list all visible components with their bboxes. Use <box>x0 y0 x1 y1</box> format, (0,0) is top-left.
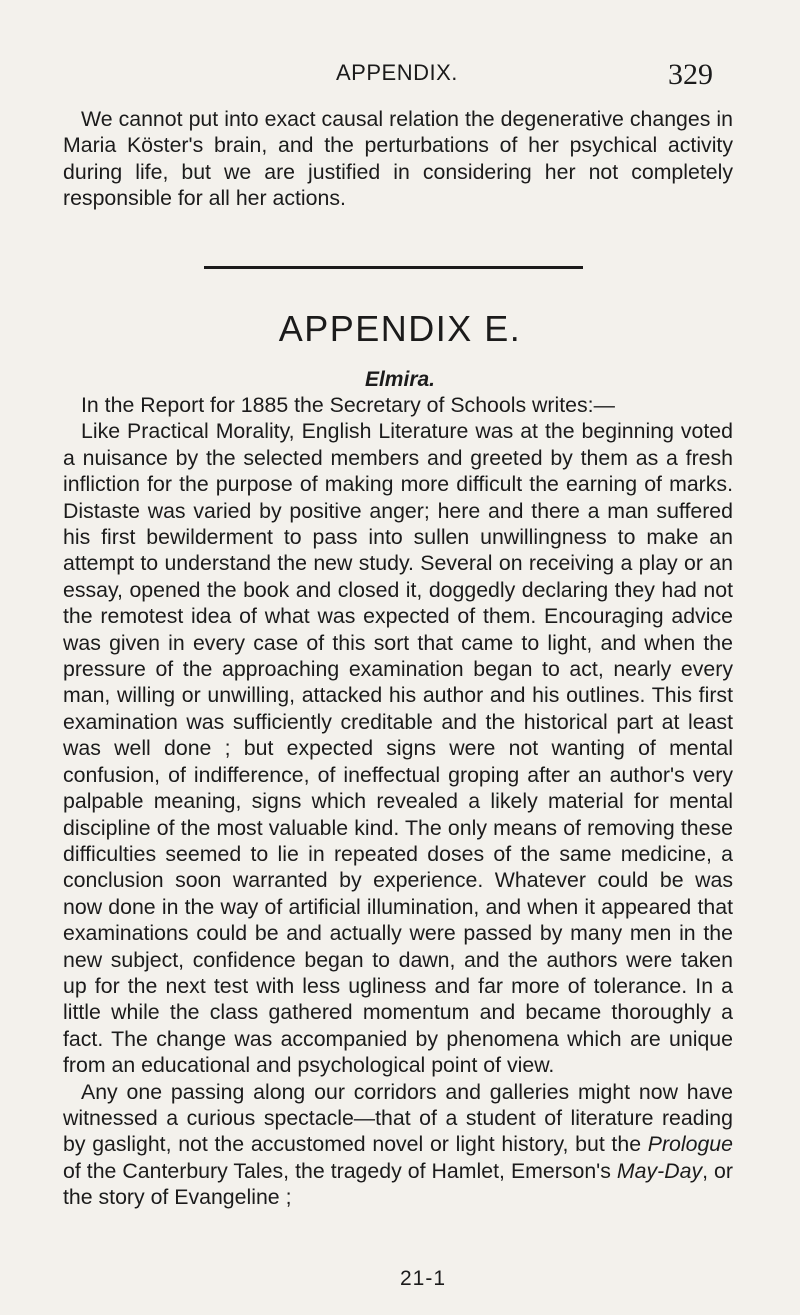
section-divider-rule <box>204 266 583 269</box>
footer-signature: 21-1 <box>400 1267 447 1290</box>
running-title: APPENDIX. <box>336 60 458 85</box>
prologue-title: Prologue <box>647 1132 733 1157</box>
running-head <box>0 60 800 100</box>
body-text-block <box>63 392 733 1211</box>
paragraph-2-text-a: Any one passing along our corridors and galleries might now have witnessed a curious spectacle—that of a student of literature reading by gaslight, not the accustomed novel or light history, but the <box>63 1079 733 1157</box>
page-number: 329 <box>668 58 713 91</box>
appendix-heading: APPENDIX E. <box>278 308 522 349</box>
body-paragraph-1: Like Practical Morality, English Literature was at the beginning voted a nuisance by the selected members and greeted by them as a fresh infliction for the purpose of making more difficult the earning of marks. Distaste was varied by positive anger; here and there a man suffered his first bewilderment to pass into sullen unwillingness to make an attempt to understand the new study. Several on receiving a play or an essay, opened the book and closed it, doggedly declaring they had not the remotest idea of what was expected of them. Encouraging advice was given in every case of this sort that came to light, and when the pressure of the approaching examination began to act, nearly every man, willing or unwilling, attacked his author and his outlines. This first examination was sufficiently creditable and the historical part at least was well done ; but expected signs were not wanting of mental confusion, of indifference, of ineffectual groping after an author's very palpable meaning, signs which revealed a likely material for mental discipline of the most valuable kind. The only means of removing these difficulties seemed to lie in repeated doses of the same medicine, a conclusion soon warranted by experience. Whatever could be was now done in the way of artificial illumination, and when it appeared that examinations could be and actually were passed by many men in the new subject, confidence began to dawn, and the authors were taken up for the next test with less ugliness and far more of tolerance. In a little while the class gathered momentum and became thoroughly a fact. The change was accompanied by phenomena which are unique from an educational and psychological point of view. <box>63 419 733 1078</box>
intro-paragraph: In the Report for 1885 the Secretary of Schools writes:— <box>81 393 615 417</box>
body-paragraph-2 <box>63 1079 733 1211</box>
top-text-block <box>63 106 733 212</box>
paragraph-2-text-b: of the Canterbury Tales, the tragedy of Hamlet, Emerson's <box>63 1158 617 1183</box>
paragraph-2-text-c: , or the story of Evangeline ; <box>63 1158 733 1210</box>
may-day-title: May-Day <box>616 1158 703 1183</box>
section-subtitle: Elmira. <box>364 368 436 391</box>
closing-paragraph: We cannot put into exact causal relation the degenerative changes in Maria Köster's brain, and the perturbations of her psychical activity during life, but we are justified in considering her not completely responsible for all her actions. <box>63 107 733 211</box>
